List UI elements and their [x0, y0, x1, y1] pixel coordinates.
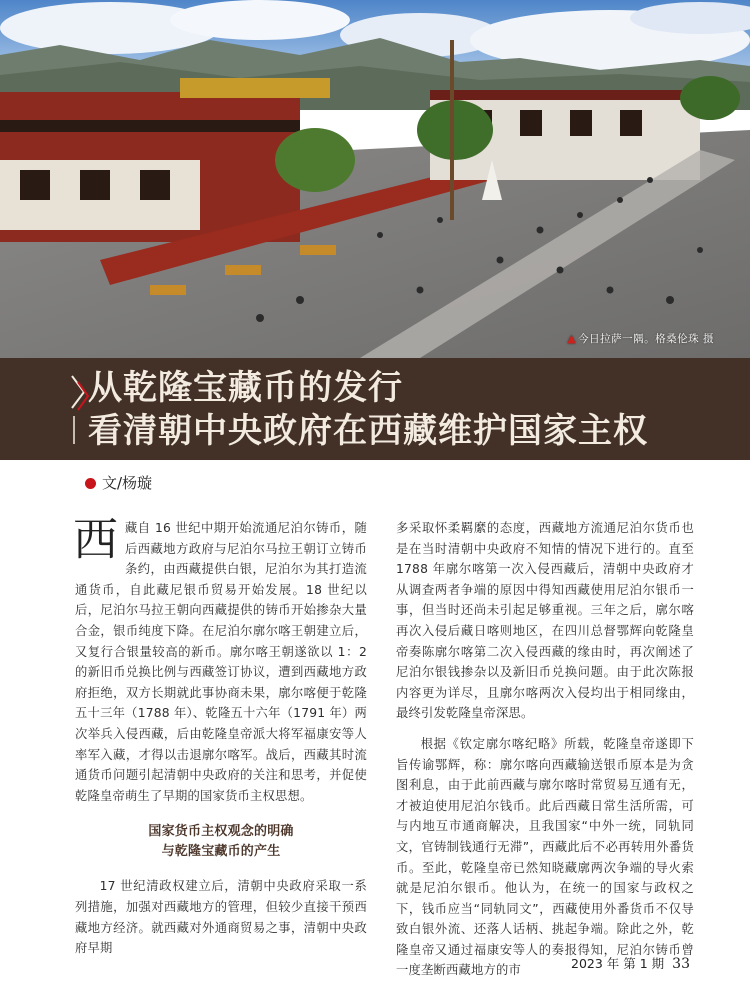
left-column [73, 513, 367, 959]
author-bullet-icon [85, 478, 96, 489]
page-number: 33 [672, 956, 690, 972]
header-photo-lhasa [0, 0, 750, 358]
right-column [396, 518, 694, 981]
photo-caption [567, 331, 714, 346]
section-subheading [75, 822, 367, 862]
author-name: 文/杨璇 [102, 474, 153, 492]
left-paragraph-1-text: 藏自 16 世纪中期开始流通尼泊尔铸币，随后西藏地方政府与尼泊尔马拉王朝订立铸币条约，由西藏提供白银，尼泊尔为其打造流通货币，自此藏尼银币贸易开始发展。18 世纪以后，尼泊尔马拉王朝向西藏提供的铸币开始掺杂大量合金，银币纯度下降。在尼泊尔廓尔喀王朝建立后，又复行合银量较高的新币。廓尔喀王朝遂欲以 1：2 的新旧币兑换比例与西藏签订协议，遭到西藏地方政府拒绝，双方长期就此事协商未果，廓尔喀便于乾隆五十三年（1788 年）、乾隆五十六年（1791 年）两次举兵入侵西藏，后由乾隆皇帝派大将军福康安等人率军入藏，才得以击退廓尔喀军。战后，西藏其时流通货币问题引起清朝中央政府的关注和思考，并促使乾隆皇帝萌生了早期的国家货币主权思想。 [75, 521, 367, 803]
page-footer [571, 954, 690, 972]
subheading-line1: 国家货币主权观念的明确 [148, 824, 294, 840]
right-paragraph-1: 多采取怀柔羁縻的态度，西藏地方流通尼泊尔货币也是在当时清朝中央政府不知情的情况下进行的。直至 1788 年廓尔喀第一次入侵西藏后，清朝中央政府才从调查两者争端的原因中得知西藏使用尼泊尔银币一事，但当时还尚未引起足够重视。三年之后，廓尔喀再次入侵后藏日喀则地区，在四川总督鄂辉向乾隆皇帝奏陈廓尔喀第二次入侵西藏的缘由时，再次阐述了尼泊尔银钱掺杂以及新旧币兑换问题。由于此次陈报内容更为详尽，且廓尔喀两次入侵均出于相同缘由，最终引发乾隆皇帝深思。 [396, 521, 694, 721]
article-title-line2: 看清朝中央政府在西藏维护国家主权 [88, 411, 648, 451]
caption-text: 今日拉萨一隅。格桑伦珠 摄 [578, 333, 714, 345]
dropcap: 西 [73, 513, 119, 566]
issue-label: 2023 年 第 1 期 [571, 956, 665, 971]
article-title-line1: 从乾隆宝藏币的发行 [88, 368, 403, 408]
right-paragraph-2: 根据《钦定廓尔喀纪略》所载，乾隆皇帝遂即下旨传谕鄂辉，称：廓尔喀向西藏输送银币原本是为贪图利息，由于此前西藏与廓尔喀时常贸易互通有无，才被迫使用尼泊尔钱币。此后西藏日常生活所需，可与内地互市通商解决，且我国家“中外一统，同轨同文，官铸制钱通行无滞”，西藏此后不必再转用外番货币。至此，乾隆皇帝已然知晓藏廓两次争端的导火索就是尼泊尔银币。他认为，在统一的国家与政权之下，钱币应当“同轨同文”，西藏使用外番货币不仅导致白银外流、还落人话柄、挑起争端。除此之外，乾隆皇帝又通过福康安等人的奏报得知，尼泊尔铸币曾一度垄断西藏地方的市 [396, 736, 694, 978]
subheading-line2: 与乾隆宝藏币的产生 [161, 844, 281, 860]
left-paragraph-2: 17 世纪清政权建立后，清朝中央政府采取一系列措施，加强对西藏地方的管理，但较少直接干预西藏地方经济。就西藏对外通商贸易之事，清朝中央政府早期 [75, 879, 367, 956]
author-line [85, 472, 152, 493]
caption-triangle-icon: ▲ [567, 332, 577, 345]
left-paragraph-1 [73, 513, 367, 806]
